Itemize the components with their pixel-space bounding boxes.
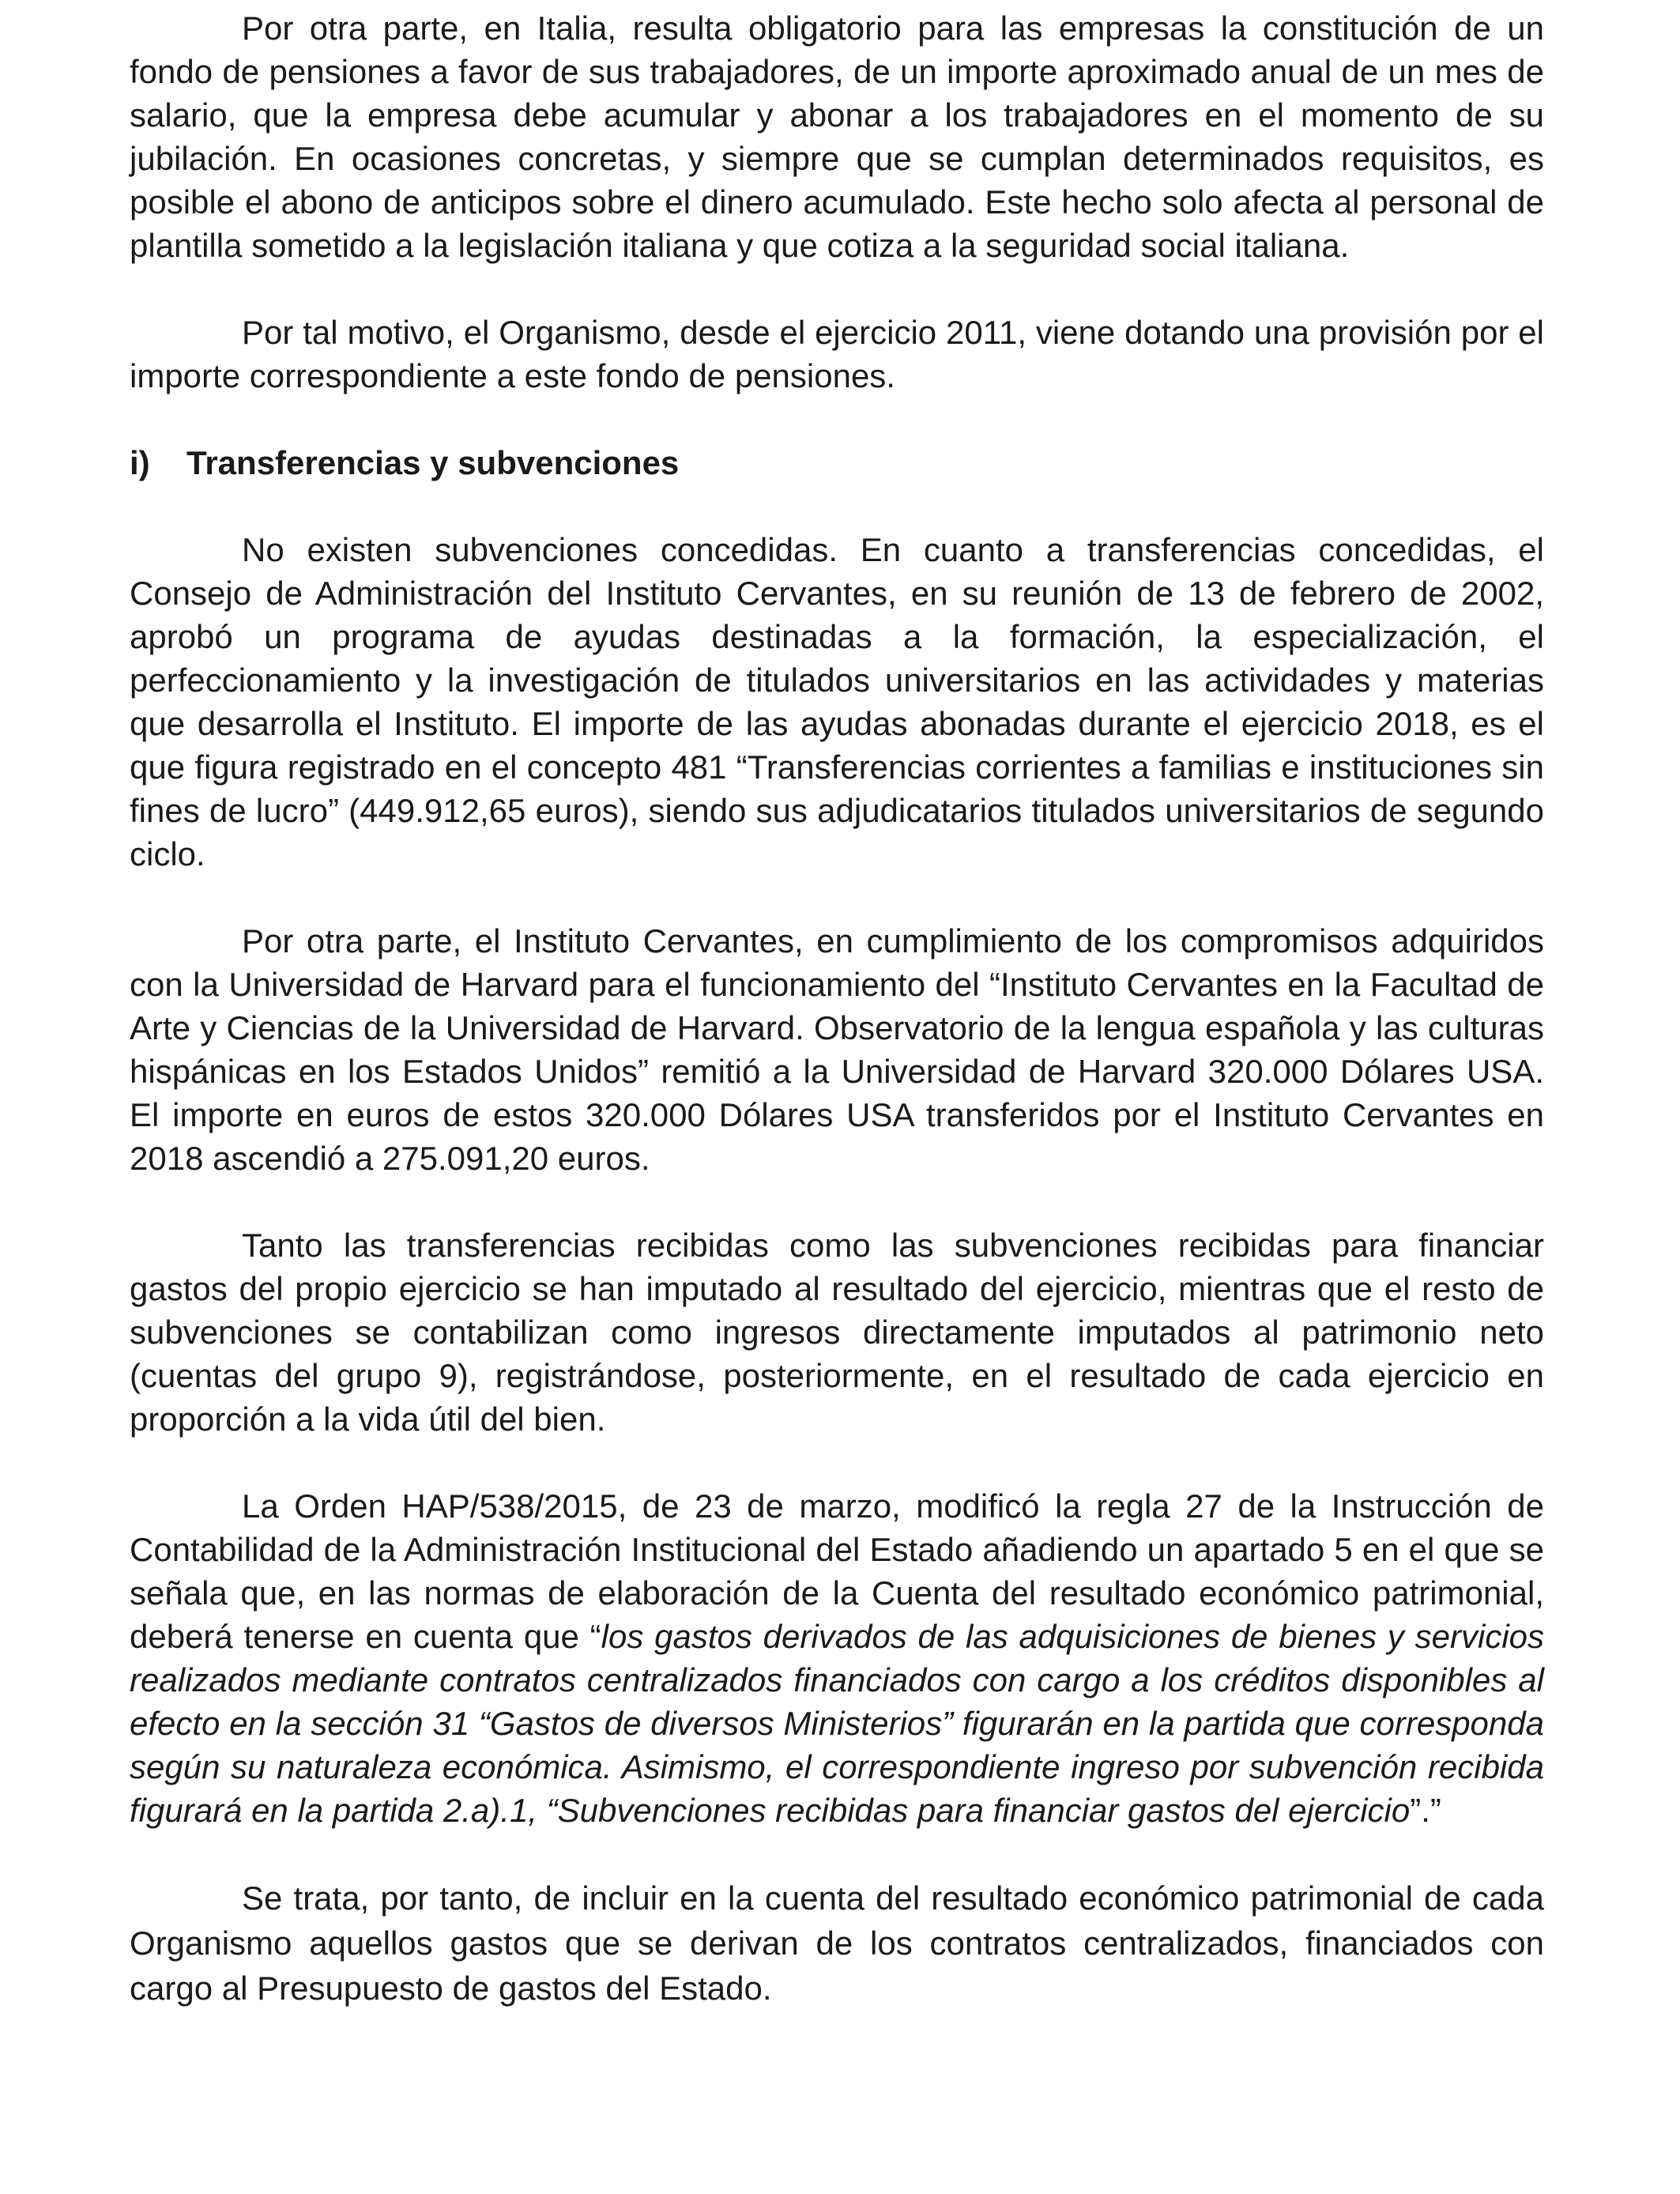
paragraph-transfers-received: Tanto las transferencias recibidas como las subvenciones recibidas para financiar gastos del propio ejercicio se han imputado al resultado del ejercicio, mientras que el resto de subvenciones se contabilizan como ingresos directamente imputados al patrimonio neto (cuentas del grupo 9), registrándose, posteriormente, en el resultado de cada ejercicio en proporción a la vida útil del bien.	[130, 1227, 1544, 1438]
orden-hap-closing: ”.”	[1410, 1792, 1441, 1829]
paragraph-harvard-transfer: Por otra parte, el Instituto Cervantes, en cumplimiento de los compromisos adquiridos con la Universidad de Harvard para el funcionamiento del “Instituto Cervantes en la Facultad de Arte y Ciencias de la Universidad de Harvard. Observatorio de la lengua española y las culturas hispánicas en los Estados Unidos” remitió a la Universidad de Harvard 320.000 Dólares USA. El importe en euros de estos 320.000 Dólares USA transferidos por el Instituto Cervantes en 2018 ascendió a 275.091,20 euros.	[130, 922, 1544, 1177]
orden-hap-quote: los gastos derivados de las adquisiciones de bienes y servicios realizados mediante contratos centralizados financiados con cargo a los créditos disponibles al efecto en la sección 31 “Gastos de diversos Ministerios” figurarán en la partida que corresponda según su naturaleza económica. Asimismo, el correspondiente ingreso por subvención recibida figurará en la partida 2.a).1, “Subvenciones recibidas para financiar gastos del ejercicio	[130, 1618, 1545, 1829]
paragraph-italy-pension-fund: Por otra parte, en Italia, resulta obligatorio para las empresas la constitución de un fondo de pensiones a favor de sus trabajadores, de un importe aproximado anual de un mes de salario, que la empresa debe acumular y abonar a los trabajadores en el momento de su jubilación. En ocasiones concretas, y siempre que se cumplan determinados requisitos, es posible el abono de anticipos sobre el dinero acumulado. Este hecho solo afecta al personal de plantilla sometido a la legislación italiana y que cotiza a la seguridad social italiana.	[130, 9, 1544, 264]
section-title: Transferencias y subvenciones	[186, 444, 680, 481]
section-heading	[130, 441, 1544, 484]
orden-hap-text: La Orden HAP/538/2015, de 23 de marzo, modificó la regla 27 de la Instrucción de Contabilidad de la Administración Institucional del Estado añadiendo un apartado 5 en el que se señala que, en las normas de elaboración de la Cuenta del resultado económico patrimonial, deberá tenerse en cuenta que “	[130, 1487, 1544, 1655]
paragraph-subsidies-granted: No existen subvenciones concedidas. En cuanto a transferencias concedidas, el Consejo de Administración del Instituto Cervantes, en su reunión de 13 de febrero de 2002, aprobó un programa de ayudas destinadas a la formación, la especialización, el perfeccionamiento y la investigación de titulados universitarios en las actividades y materias que desarrolla el Instituto. El importe de las ayudas abonadas durante el ejercicio 2018, es el que figura registrado en el concepto 481 “Transferencias corrientes a familias e instituciones sin fines de lucro” (449.912,65 euros), siendo sus adjudicatarios titulados universitarios de segundo ciclo.	[130, 531, 1544, 873]
document-page	[130, 0, 1544, 2011]
paragraph-provision: Por tal motivo, el Organismo, desde el ejercicio 2011, viene dotando una provisión por el importe correspondiente a este fondo de pensiones.	[130, 314, 1544, 394]
paragraph-orden-hap	[130, 1484, 1544, 1832]
section-number: i)	[130, 444, 150, 481]
paragraph-conclusion: Se trata, por tanto, de incluir en la cuenta del resultado económico patrimonial de cada Organismo aquellos gastos que se derivan de los contratos centralizados, financiados con cargo al Presupuesto de gastos del Estado.	[130, 1879, 1544, 2007]
